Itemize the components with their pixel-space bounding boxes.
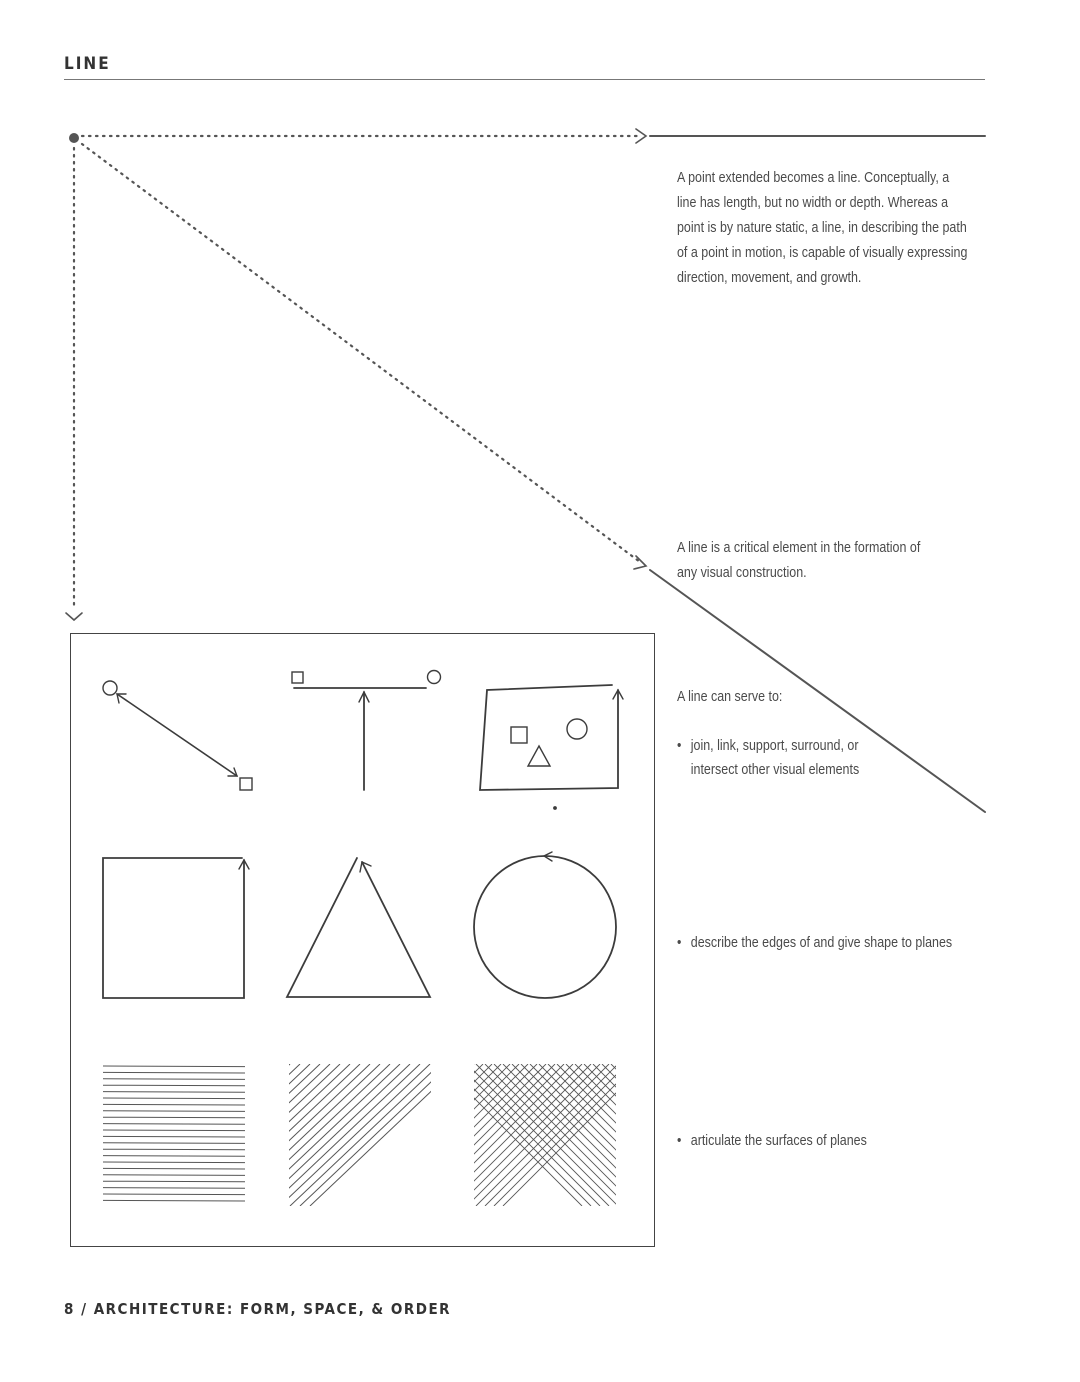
study-triangle-edge: [287, 858, 430, 997]
hatch-line: [103, 1200, 245, 1201]
hatch-line: [521, 1064, 663, 1206]
serve-intro-note: A line can serve to:: [677, 689, 783, 705]
hatch-line: [103, 1111, 245, 1112]
hatch-line: [332, 1064, 474, 1206]
study-support: [292, 671, 441, 791]
study-horizontal-hatch: [103, 1066, 245, 1201]
hatch-line: [233, 1064, 375, 1206]
hatch-line: [350, 1064, 492, 1206]
hatch-line: [230, 1064, 380, 1206]
study-circle-edge: [474, 852, 616, 998]
hatch-line: [341, 1064, 483, 1206]
hatch-line: [103, 1066, 245, 1067]
definition-note: A point extended becomes a line. Conceptually, a line has length, but no width or depth. Whereas a point is by nature static, a line, in describing the path of a point in motion, is capable of visually expressing direction, movement, and growth.: [677, 170, 968, 286]
critical-element-note: A line is a critical element in the formation of any visual construction.: [677, 540, 921, 581]
hatch-line: [103, 1181, 245, 1182]
hatch-line: [103, 1130, 245, 1131]
hatch-line: [103, 1175, 245, 1176]
hatch-line: [290, 1064, 440, 1206]
hatch-line: [103, 1156, 245, 1157]
hatch-line: [530, 1064, 672, 1206]
study-square-edge: [103, 858, 249, 998]
hatch-line: [103, 1143, 245, 1144]
hatch-line: [305, 1064, 447, 1206]
bullet-edges: • describe the edges of and give shape to planes: [677, 931, 969, 955]
hatch-line: [103, 1072, 245, 1073]
hatch-line: [103, 1079, 245, 1080]
hatch-line: [103, 1136, 245, 1137]
study-join: [103, 681, 252, 790]
hatch-line: [270, 1064, 420, 1206]
hatch-line: [240, 1064, 390, 1206]
hatch-line: [103, 1188, 245, 1189]
hatch-line: [103, 1124, 245, 1125]
hatch-line: [103, 1194, 245, 1195]
hatch-line: [103, 1098, 245, 1099]
hatch-line: [103, 1168, 245, 1169]
hatch-line: [269, 1064, 411, 1206]
hatch-line: [103, 1117, 245, 1118]
study-surround: [480, 685, 623, 809]
bullet-mark: •: [677, 738, 682, 754]
hatch-line: [278, 1064, 420, 1206]
bullet-surfaces: • articulate the surfaces of planes: [677, 1129, 935, 1153]
page-title: LINE: [64, 54, 111, 74]
hatch-line: [280, 1064, 430, 1206]
bullet-mark: •: [677, 1133, 682, 1149]
hatch-line: [512, 1064, 654, 1206]
hatch-line: [310, 1064, 460, 1206]
hatch-line: [103, 1085, 245, 1086]
hatch-line: [103, 1149, 245, 1150]
hatch-line: [260, 1064, 402, 1206]
hatch-line: [103, 1104, 245, 1105]
hatch-line: [300, 1064, 450, 1206]
hatch-line: [103, 1162, 245, 1163]
bullet-join: • join, link, support, surround, or intersect other visual elements: [677, 734, 901, 782]
hatch-line: [103, 1092, 245, 1093]
hatch-line: [260, 1064, 410, 1206]
hatch-line: [250, 1064, 400, 1206]
bullet-mark: •: [677, 935, 682, 951]
page-footer: 8 / ARCHITECTURE: FORM, SPACE, & ORDER: [64, 1300, 452, 1318]
